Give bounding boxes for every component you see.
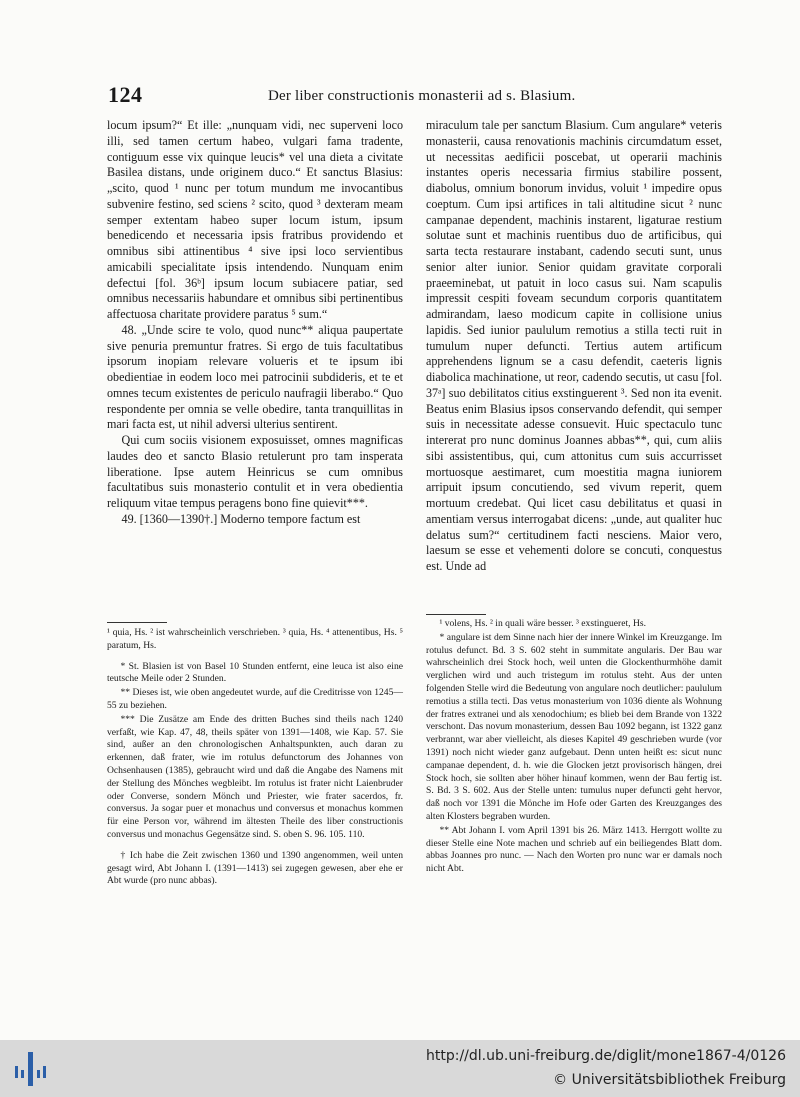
footnote-divider — [426, 614, 486, 615]
right-text-column — [426, 118, 722, 575]
footnote: ¹ volens, Hs. ² in quali wäre besser. ³ exstingueret, Hs. — [439, 618, 647, 629]
footnote: * angulare ist dem Sinne nach hier der innere Winkel im Kreuzgange. Im rotulus defunct. Bd. 3 S. 602 steht in summitate angularis. Der Bau war wahrscheinlich drei Stock hoch, weil unten die Glockenthurmhöhe damit verglichen wird und auch tristegum im rotulus steht. Aus der unten folgenden Stelle wird die Bedeutung von angulare noch deutlicher: paululum remotius a stilla tecti. Das vetus monasterium von 1036 diente als Wohnung der fratres extranei und als xenodochium; es blieb bei dem Brande von 1322 verschont. Das novum monasterium, dessen Bau 1092 begann, ist 1322 ganz verbrannt, war aber vielleicht, als dieses Kapitel 49 geschrieben wurde (vor 1391) noch nicht wieder ganz aufgebaut. Denn unten heißt es: sicut nunc campanae dependent, d. h. wie die Glocken jetzt provisorisch hängen, drei Stock hoch, sie sollten aber höher hinauf kommen, wenn der Bau fertig ist. S. Bd. 3 S. 602. Aus der Stelle unten: tumulus nuper defuncti geht hervor, daß noch vor 1391 die Mönche im Hofe oder Garten des Kreuzganges des alten Klosters begraben wurden. — [426, 631, 722, 822]
paragraph: 48. „Unde scire te volo, quod nunc** aliqua paupertate sive penuria premuntur fratres. Si ergo de tuis facultatibus ipsorum inopiam relevare volueris et te ipsum ibi obedientiae in eodem loco mei patrocinii subdideris, et te et omnes tecum existentes de periculo naufragii liberabo.“ Quo respondente per omnia se velle obedire, tanta tranquillitas in mari facta est, ut nihil adversi ulterius sentirent. — [107, 322, 403, 432]
footnote-divider — [107, 622, 167, 623]
left-footnotes — [107, 627, 403, 889]
footnote: *** Die Zusätze am Ende des dritten Buches sind theils nach 1240 verfaßt, wie Kap. 47, 48, theils später von 1391—1408, wie Kap. 57. Sie sind, außer an den chronologischen Anhaltspunkten, auch daran zu erkennen, daß frater, wie im rotulus defunctorum des Johannes von Ochsenhausen (1385), gebraucht wird und daß die Angabe des Namens mit der Stellung des Mönches wegbleibt. Im rotulus ist frater nicht Laienbruder oder Converse, sondern Mönch und Priester, wie frater sacerdos, fr. conversus. Ja sogar puer et monachus und conversus et monachus kommen für eine Person vor, während im ältesten Theile des liber constructionis conversus und monachus Gegensätze sind. S. oben S. 96. 105. 110. — [107, 713, 403, 840]
footnote: * St. Blasien ist von Basel 10 Stunden entfernt, eine leuca ist also eine teutsche Meile oder 2 Stunden. — [107, 660, 403, 685]
paragraph: Qui cum sociis visionem exposuisset, omnes magnificas laudes deo et sancto Blasio retulerunt pro tam insperata liberatione. Ipse autem Heinricus se cum omnibus facultatibus suis monasterio contulit et in vera obedientia reliquum vitae tempus peragens bono fine quievit***. — [107, 433, 403, 510]
footnote: † Ich habe die Zeit zwischen 1360 und 1390 angenommen, weil unten gesagt wird, Abt Johann I. (1391—1413) sei zugegen gewesen, aber ehe er Abt wurde (pro nunc abbas). — [107, 849, 403, 887]
left-text-column — [107, 118, 403, 528]
running-head — [108, 82, 728, 112]
copyright-text: © Universitätsbibliothek Freiburg — [553, 1072, 786, 1088]
paragraph: 49. [1360—1390†.] Moderno tempore factum est — [121, 511, 361, 526]
footnote: ¹ quia, Hs. ² ist wahrscheinlich verschrieben. ³ quia, Hs. ⁴ attenentibus, Hs. ⁵ paratum, Hs. — [107, 627, 403, 651]
right-footnotes — [426, 618, 722, 877]
page-number: 124 — [108, 82, 143, 107]
paragraph: locum ipsum?“ Et ille: „nunquam vidi, nec superveni loco illi, sed tamen certum habeo, vulgari fama tradente, contiguum esse vix quinque leucis* vel una dieta a civitate Basilea distans, unde originem duco.“ Et sanctus Blasius: „scito, quod ¹ nunc per totum mundum me invocantibus subvenire festino, sed sciens ² scito, quod ³ dexteram meam semper extentam habeo super locum istum, ipsum benedicendo et necessaria ipsis fratribus providendo et omnibus sibi attinentibus ⁴ sive ipsi loco servientibus amicabili specialitate ipsis intendendo. Nunquam enim defectui [fol. 36ᵇ] ipsum locum subiacere patiar, sed omnibus necessariis habundare et omnibus sibi pertinentibus affectuosa charitate providere paratus ⁵ sum.“ — [107, 118, 403, 321]
source-url-link[interactable]: http://dl.ub.uni-freiburg.de/diglit/mone1867-4/0126 — [426, 1048, 786, 1064]
paragraph: miraculum tale per sanctum Blasium. Cum angulare* veteris monasterii, causa renovationis machinis circumdatum esset, ut necessitas aedificii poscebat, ut operarii machinis instantes operis necessaria firmius stabilire possent, diabolus, omnium bonorum invidus, voluit ¹ impedire opus coeptum. Cum ipsi artifices in tali altitudine sicut ² nunc campanae dependent, machinis instarent, ligaturae restium solutae sunt et machinis ruentibus duo de artificibus, qui sarta tecta restaurare instabant, cadendo secuti sunt, unus senior alter iunior. Senior quidam gravitate corporali praeeminebat, ut patuit in loco casus sui. Nam scapulis impressit cespiti foveam secundum corporis quantitatem admirandam, laeso modicum capite in collisione unius lapidis. Sed iunior paululum remotius a stilla tecti ruit in tumulum nuper defuncti. Tertius autem artificum apprehendens lignum se a casu defendit, caeteris lignis diabolica machinatione, ut reor, cadendo secutis, ut casu [fol. 37ᵃ] suo debilitatos citius exstinguerent ³. Sed non ita evenit. Beatus enim Blasius ipsos conservando defendit, qui semper suis in necessitate adesse consuevit. Huic spectaculo tunc intererat pro nunc dominus Joannes abbas**, qui, cum aliis sibi assistentibus, qui, cum attonitus cum suis accurrisset mortuosque aestimaret, cum moestitia magna iuniorem arripuit ipsum concutiendo, sed vivum reperit, quem mortuum credebat. Qui licet casu debilitatus et quasi in amentiam versus interrogabat dicens: „unde, aut qualiter huc delatus sum?“ certitudinem facti nesciens. Maior vero, laesum se esse et vehementi dolore se concuti, conquestus est. Unde ad — [426, 118, 722, 573]
footer-bar — [0, 1040, 800, 1097]
library-logo-icon — [12, 1048, 50, 1088]
running-title: Der liber constructionis monasterii ad s. Blasium. — [268, 88, 576, 104]
footnote: ** Abt Johann I. vom April 1391 bis 26. März 1413. Herrgott wollte zu dieser Stelle eine Note machen und schrieb auf ein beiliegendes Blatt dom. abbas Joannes pro nunc. — Nach den Worten pro nunc war er damals noch nicht Abt. — [426, 824, 722, 875]
footnote: ** Dieses ist, wie oben angedeutet wurde, auf die Creditrisse von 1245—55 zu beziehen. — [107, 687, 403, 711]
